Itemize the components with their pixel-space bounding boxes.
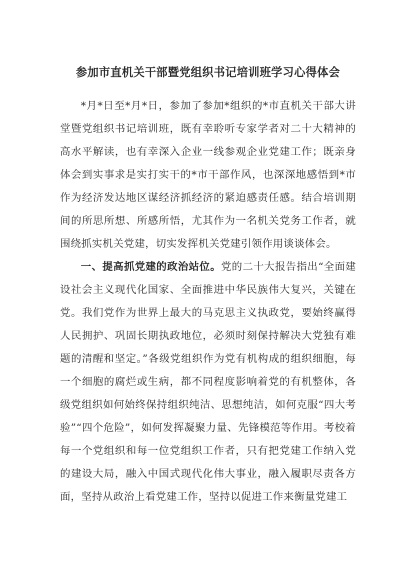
section-1-heading: 一、提高抓党建的政治站位。 — [80, 261, 222, 273]
section-1-body: 党的二十大报告指出“全面建设社会主义现代化国家、全面推进中华民族伟大复兴，关键在党。我们党作为世界上最大的马克思主义执政党，要始终赢得人民拥护、巩固长期执政地位，必须时刻保持解决大党独有难题的清醒和坚定。”各级党组织作为党有机构成的组织细胞，每一个细胞的腐烂或生病，都不同程度影响着党的有机整体，各级党组织如何始终保持组织纯洁、思想纯洁，如何克服“四大考验”“四个危险”，如何发挥凝聚力量、先锋模范等作用。考校着每一个党组织和每一位党组织工作者，只有把党建工作纳入党的建设大局，融入中国式现代化伟大事业，融入履职尽责各方面，坚持从政治上看党建工作，坚持以促进工作来衡量党建工 — [60, 261, 357, 503]
intro-paragraph: *月*日至*月*日，参加了参加*组织的*市直机关干部大讲堂暨党组织书记培训班，既有幸聆听专家学者对二十大精神的高水平解读，也有幸深入企业一线参观企业党建工作；既亲身体会到实事求是实打实干的*市干部作风，也深深地感悟到*市作为经济发达地区谋经济抓经济的紧迫感责任感。结合培训期间的所思所想、所感所悟，尤其作为一名机关党务工作者，就围绕抓实机关党建，切实发挥机关党建引领作用谈谈体会。 — [60, 100, 356, 250]
document-page — [60, 64, 356, 509]
section-1-paragraph — [60, 256, 356, 509]
document-title: 参加市直机关干部暨党组织书记培训班学习心得体会 — [75, 66, 341, 79]
